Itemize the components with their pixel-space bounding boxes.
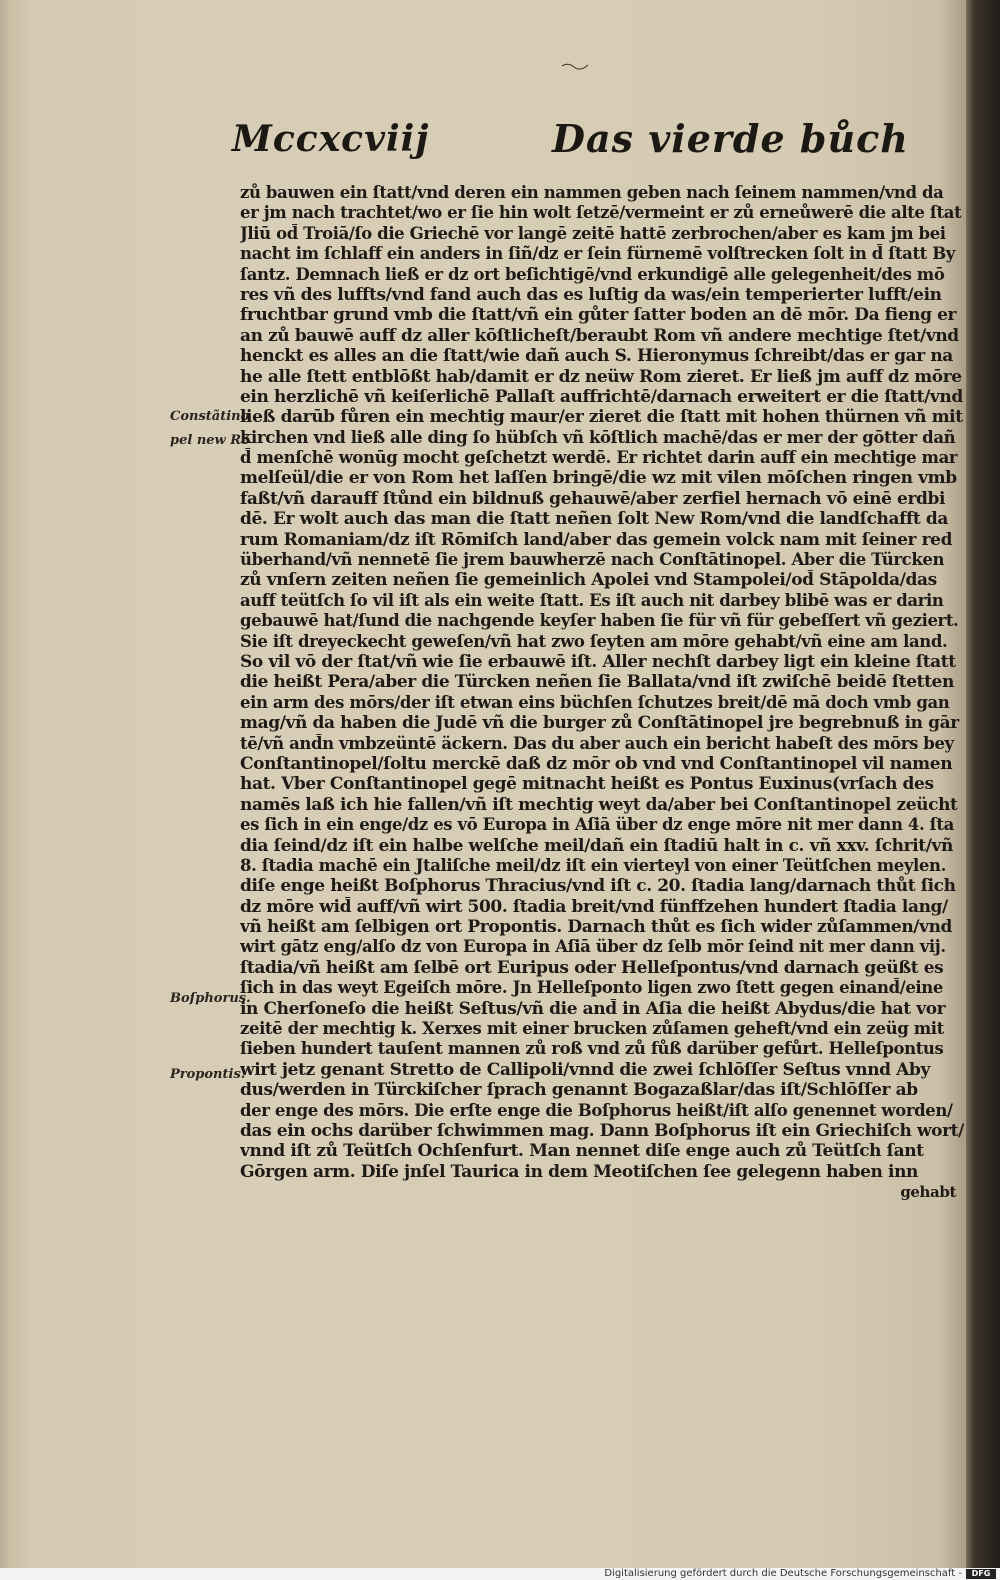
folio-number: Mccxcviij xyxy=(232,118,430,160)
text-line: vñ heißt am ſelbigen ort Propontis. Darnach thůt es ſich wider zůſammen/vnd xyxy=(240,917,953,938)
text-line: zů vnſern zeiten neñen ſie gemeinlich Apolei vnd Stampolei/od̄ Stāpolda/das xyxy=(240,570,937,591)
text-line: res vñ des luffts/vnd fand auch das es luſtig da was/ein temperierter lufft/ein xyxy=(240,284,942,305)
text-line: wirt jetz genant Stretto de Callipoli/vnnd die zwei ſchlōſſer Seſtus vnnd Aby xyxy=(240,1059,930,1080)
text-line: melſeül/die er von Rom het laſſen bringē/die wz mit vilen mōſchen ringen vmb xyxy=(240,468,957,489)
text-line: in Cherſoneſo die heißt Seſtus/vñ die and̄ in Aſia die heißt Abydus/die hat vor xyxy=(240,998,946,1019)
text-line: ſich in das weyt Egeiſch mōre. Jn Helleſponto ligen zwo ſtett gegen einand̄/eine xyxy=(240,978,943,998)
text-line: dus/werden in Türckiſcher ſprach genannt Bogazaßlar/das iſt/Schlōſſer ab xyxy=(240,1080,918,1101)
text-line: Sie iſt dreyeckecht geweſen/vñ hat zwo ſeyten am mōre gehabt/vñ eine am land. xyxy=(240,631,948,651)
text-line: die heißt Pera/aber die Türcken neñen ſie Ballata/vnd iſt zwiſchē beidē ſtetten xyxy=(240,672,954,693)
text-line: wirt gātz eng/alſo dz von Europa in Aſiā über dz ſelb mōr ſeind nit mer dann vij. xyxy=(240,937,946,957)
text-line: Conſtantinopel/ſoltu merckē daß dz mōr ob vnd vnd Conſtantinopel vil namen xyxy=(240,753,953,774)
text-line: ſieben hundert tauſent mannen zů roß vnd zů fůß darüber gefůrt. Helleſpontus xyxy=(240,1039,944,1059)
text-line: zeitē der mechtig k. Xerxes mit einer brucken zůſamen geheft/vnd ein zeüg mit xyxy=(240,1019,944,1039)
text-line: er jm nach trachtet/wo er ſie hin wolt ſetzē/vermeint er zů erneůwerē die alte ſtat xyxy=(240,203,962,223)
footer-credit: Digitalisierung gefördert durch die Deutsche Forschungsgemeinschaft - xyxy=(604,1568,962,1579)
text-line: überhand/vñ nennetē ſie jrem bauwherzē nach Conſtātinopel. Aber die Türcken xyxy=(240,550,945,570)
text-line: ließ darūb fůren ein mechtig maur/er zieret die ſtatt mit hohen thürnen vñ mit xyxy=(240,407,963,428)
text-line: faßt/vñ darauff ſtůnd ein bildnuß gehauwē/aber zerfiel hernach vō einē erdbi xyxy=(240,488,946,509)
text-line: ein herzlichē vñ keiſerlichē Pallaſt auffrichtē/darnach erweitert er die ſtatt/vnd xyxy=(240,386,963,407)
text-line: vnnd iſt zů Teütſch Ochſenfurt. Man nennet diſe enge auch zů Teütſch ſant xyxy=(240,1141,924,1162)
text-line: dia ſeind/dz iſt ein halbe welſche meil/dañ ein ſtadiū halt in c. vñ xxv. ſchrit/vñ xyxy=(240,835,953,856)
text-line: ein arm des mōrs/der iſt etwan eins büchſen ſchutzes breit/dē mā doch vmb gan xyxy=(240,692,950,712)
text-line: hat. Vber Conſtantinopel gegē mitnacht heißt es Pontus Euxinus(vrſach des xyxy=(240,774,934,795)
text-line: das ein ochs darüber ſchwimmen mag. Dann Boſphorus iſt ein Griechiſch wort/ xyxy=(240,1120,964,1141)
text-line: dē. Er wolt auch das man die ſtatt neñen ſolt New Rom/vnd die landſchafft da xyxy=(240,509,948,530)
text-line: auff teütſch ſo vil iſt als ein weite ſtatt. Es iſt auch nit darbey blibē was er darin xyxy=(240,590,944,610)
text-line: kirchen vnd ließ alle ding ſo hübſch vñ kōſtlich machē/das er mer der gōtter dañ xyxy=(240,427,956,447)
text-line: namēs laß ich hie fallen/vñ iſt mechtig weyt da/aber bei Conſtantinopel zeücht xyxy=(240,794,958,815)
text-line: Gōrgen arm. Diſe jnſel Taurica in dem Meotiſchen ſee gelegenn haben inn xyxy=(240,1161,919,1182)
text-line: ſtadia/vñ heißt am ſelbē ort Euripus oder Helleſpontus/vnd darnach geüßt es xyxy=(240,957,944,978)
text-line: zů bauwen ein ſtatt/vnd deren ein nammen geben nach ſeinem nammen/vnd da xyxy=(240,183,944,202)
text-line: diſe enge heißt Boſphorus Thracius/vnd iſt c. 20. ſtadia lang/darnach thůt ſich xyxy=(240,876,956,897)
text-line: dz mōre wid̄ auff/vñ wirt 500. ſtadia breit/vnd fünffzehen hundert ſtadia lang/ xyxy=(240,896,948,917)
text-line: henckt es alles an die ſtatt/wie dañ auch S. Hieronymus ſchreibt/das er gar na xyxy=(240,346,953,367)
page-edge xyxy=(966,0,1000,1568)
text-line: ſantz. Demnach ließ er dz ort beſichtigē/vnd erkundigē alle gelegenheit/des mō xyxy=(240,264,945,284)
text-line: der enge des mōrs. Die erſte enge die Boſphorus heißt/iſt alſo genennet worden/ xyxy=(240,1100,953,1120)
text-line: rum Romaniam/dz iſt Rōmiſch land/aber das gemein volck nam mit ſeiner red xyxy=(240,529,953,550)
text-line: an zů bauwē auff dz aller kōſtlicheſt/beraubt Rom vñ andere mechtige ſtet/vnd xyxy=(240,325,959,346)
text-line: gebauwē hat/ſund die nachgende keyſer haben ſie für vñ für gebeſſert vñ geziert. xyxy=(240,611,959,631)
text-line: nacht im ſchlaff ein anders in ſiñ/dz er ſein fürnemē volſtrecken ſolt in d̄ ſtatt By xyxy=(240,244,955,264)
text-line: d̄ menſchē wonūg mocht geſchetzt werdē. Er richtet darin auff ein mechtige mar xyxy=(240,448,958,468)
text-line: es ſich in ein enge/dz es vō Europa in Aſiā über dz enge mōre nit mer dann 4. ſta xyxy=(240,815,954,835)
margin-note-bosphorus: Boſphorus. xyxy=(170,991,251,1006)
text-line: So vil vō der ſtat/vñ wie ſie erbauwē iſt. Aller nechſt darbey ligt ein kleine ſtatt xyxy=(240,651,956,672)
footer-bar xyxy=(0,1568,1000,1580)
text-line: tē/vñ and̄n vmbzeüntē äckern. Das du aber auch ein bericht habeſt des mōrs bey xyxy=(240,733,954,753)
text-line: gehabt xyxy=(900,1183,956,1202)
margin-note-propontis: Propontis. xyxy=(170,1067,246,1082)
page-header-title: Das vierde bůch xyxy=(552,116,909,161)
margin-note-constantinopel-2: pel new Rō xyxy=(170,433,250,448)
text-line: 8. ſtadia machē ein Jtaliſche meil/dz iſt ein vierteyl von einer Teütſchen meylen. xyxy=(240,855,946,875)
text-line: Jliū od̄ Troiā/ſo die Griechē vor langē zeitē hattē zerbrochen/aber es kam jm bei xyxy=(240,223,946,243)
text-line: fruchtbar grund vmb die ſtatt/vñ ein gůter ſatter boden an dē mōr. Da fieng er xyxy=(240,305,957,326)
margin-note-constantinopel-1: Constãtino xyxy=(170,409,250,424)
body-text xyxy=(240,183,964,1203)
ink-smudge-icon xyxy=(560,60,590,72)
text-line: mag/vñ da haben die Judē vñ die burger zů Conſtātinopel jre begrebnuß in gār xyxy=(240,713,959,734)
dfg-logo: DFG xyxy=(966,1569,996,1579)
text-line: he alle ſtett entblōßt hab/damit er dz neüw Rom zieret. Er ließ jm auff dz mōre xyxy=(240,366,962,387)
